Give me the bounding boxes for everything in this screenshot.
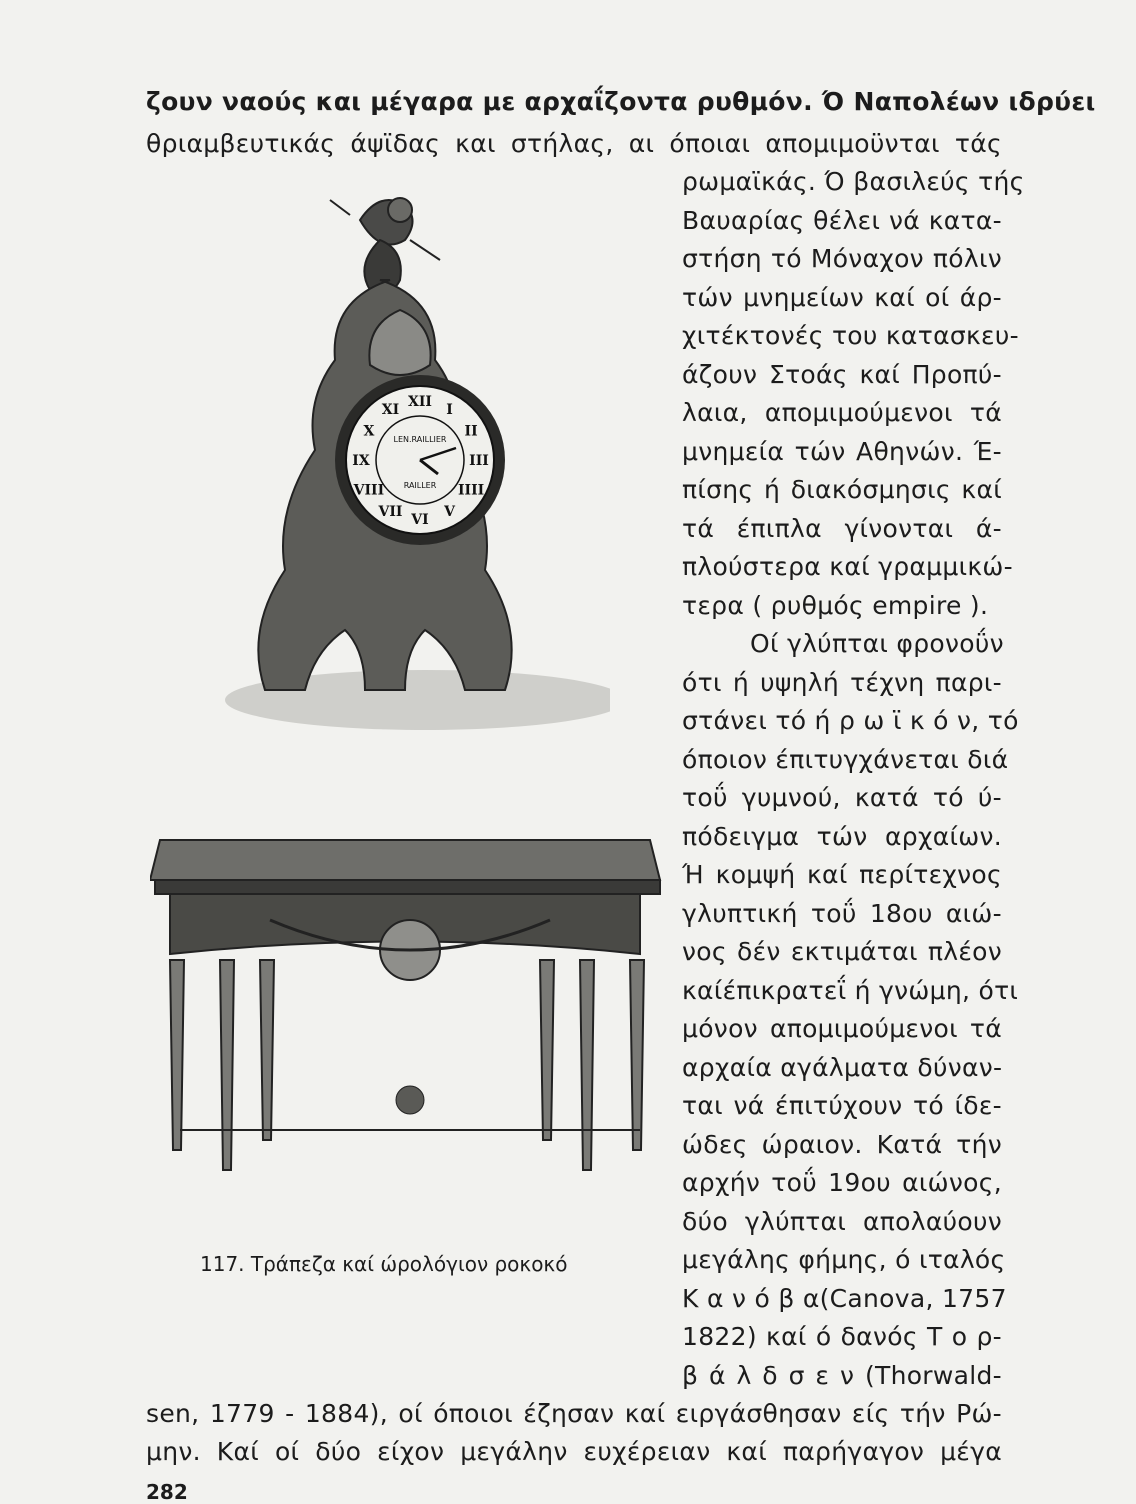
clock-numeral: X: [363, 423, 375, 440]
dial-maker-label: LEN.RAILLIER: [393, 435, 447, 444]
clock-numeral: I: [446, 401, 453, 418]
clock-numeral: II: [464, 423, 478, 440]
table-medallion: [270, 920, 550, 1114]
col-line: τερα ( ρυθμός empire ).: [682, 591, 989, 620]
table-legs: [170, 960, 644, 1170]
clock-numeral: XI: [381, 401, 400, 418]
text-line-bottom-1: sen, 1779 - 1884), οί όποιοι έζησαν καί ειργάσθησαν είς τήν Ρώ-: [146, 1399, 1002, 1428]
clock-numeral: V: [444, 504, 455, 521]
col-line: στήση τό Μόναχον πόλιν: [682, 244, 1002, 273]
col-line: γλυπτική τοΰ 18ου αιώ-: [682, 899, 1002, 928]
col-line: πίσης ή διακόσμησις καί: [682, 475, 1002, 504]
col-line: αρχαία αγάλματα δύναν-: [682, 1053, 1003, 1082]
col-line: Βαυαρίας θέλει νά κατα-: [682, 206, 1002, 235]
col-line: μνημεία τών Αθηνών. Έ-: [682, 437, 1002, 466]
dial-bottom-label: RAILLER: [403, 481, 437, 490]
col-line: β ά λ δ σ ε ν (Thorwald-: [682, 1361, 1002, 1390]
col-line: στάνει τό ή ρ ω ϊ κ ό ν, τό: [682, 706, 1019, 735]
col-line: Οί γλύπται φρονοΰν: [750, 629, 1004, 658]
col-line: δύο γλύπται απολαύουν: [682, 1207, 1002, 1236]
clock-numeral: IIII: [457, 482, 485, 499]
col-line: πλούστερα καί γραμμικώ-: [682, 552, 1013, 581]
col-line: νος δέν εκτιμάται πλέον: [682, 937, 1002, 966]
clock-dial: [335, 375, 505, 545]
col-line: καίέπικρατεΐ ή γνώμη, ότι: [682, 976, 1019, 1005]
clock-numeral: III: [469, 453, 489, 469]
col-line: ότι ή υψηλή τέχνη παρι-: [682, 668, 1002, 697]
col-line: μόνον απομιμούμενοι τά: [682, 1014, 1002, 1043]
clock-numeral: VIII: [353, 482, 385, 499]
figure-caption: 117. Τράπεζα καί ώρολόγιον ροκοκό: [200, 1252, 568, 1276]
col-line: λαια, απομιμούμενοι τά: [682, 398, 1002, 427]
text-line-bottom-2: μην. Καί οί δύο είχον μεγάλην ευχέρειαν καί παρήγαγον μέγα: [146, 1437, 1002, 1466]
col-line: ρωμαϊκάς. Ό βασιλεύς τής: [682, 167, 1025, 196]
col-line: τοΰ γυμνού, κατά τό ύ-: [682, 783, 1002, 812]
col-line: ται νά έπιτύχουν τό ίδε-: [682, 1091, 1002, 1120]
col-line: μεγάλης φήμης, ό ιταλός: [682, 1245, 1006, 1274]
col-line: 1822) καί ό δανός Τ ο ρ-: [682, 1322, 1002, 1351]
col-line: ώδες ώραιον. Κατά τήν: [682, 1130, 1002, 1159]
rococo-clock-illustration: [210, 180, 610, 740]
page-number: 282: [146, 1480, 188, 1504]
clock-numeral: VII: [378, 504, 403, 521]
col-line: πόδειγμα τών αρχαίων.: [682, 822, 1002, 851]
col-line: Κ α ν ό β α(Canova, 1757: [682, 1284, 1007, 1313]
col-line: άζουν Στοάς καί Προπύ-: [682, 360, 1002, 389]
text-line-top-2: θριαμβευτικάς άψϊδας και στήλας, αι όποιαι απομιμοϋνται τάς: [146, 129, 1002, 158]
col-line: χιτέκτονές του κατασκευ-: [682, 321, 1019, 350]
col-line: Ή κομψή καί περίτεχνος: [682, 860, 1002, 889]
clock-numeral: XII: [408, 394, 432, 410]
col-line: αρχήν τοΰ 19ου αιώνος,: [682, 1168, 1002, 1197]
col-line: όποιον έπιτυγχάνεται διά: [682, 745, 1009, 774]
clock-numeral: VI: [411, 512, 429, 528]
clock-numeral: IX: [352, 453, 370, 469]
col-line: τών μνημείων καί οί άρ-: [682, 283, 1002, 312]
text-line-top-1: ζουν ναούς και μέγαρα με αρχαΐζοντα ρυθμόν. Ό Ναπολέων ιδρύει: [146, 87, 1096, 116]
col-line: τά έπιπλα γίνονται ά-: [682, 514, 1002, 543]
console-table-illustration: [150, 800, 670, 1220]
